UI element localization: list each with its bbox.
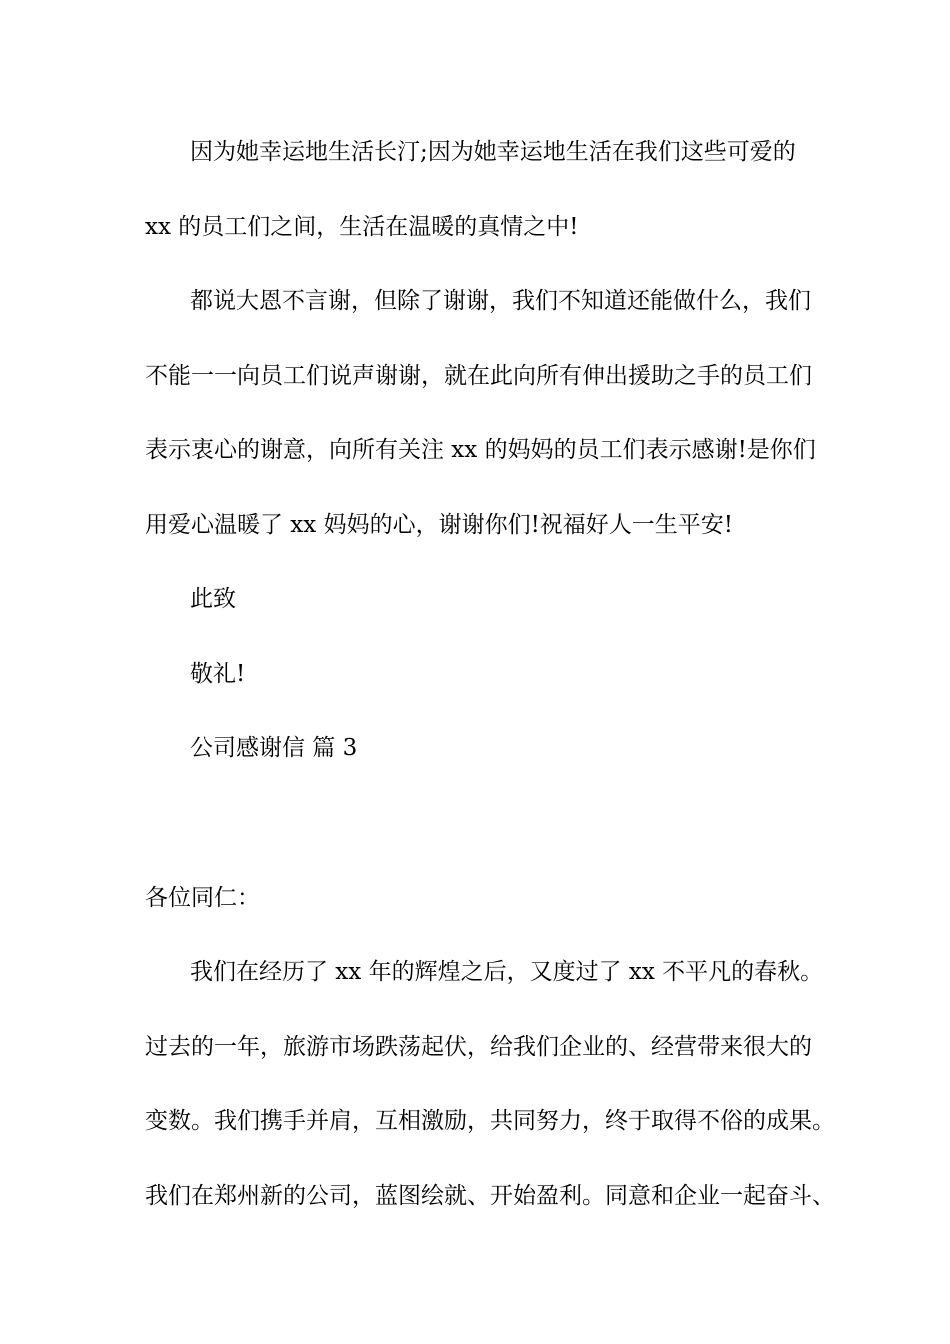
closing-line: 此致 [190,586,236,612]
paragraph-line: 不能一一向员工们说声谢谢，就在此向所有伸出援助之手的员工们 [145,363,812,389]
salutation: 各位同仁： [145,885,260,911]
paragraph-line: 过去的一年，旅游市场跌荡起伏，给我们企业的、经营带来很大的 [145,1034,812,1060]
paragraph-line: 都说大恩不言谢，但除了谢谢，我们不知道还能做什么，我们 [190,288,811,314]
section-heading: 公司感谢信 篇 3 [190,735,358,761]
paragraph-line: 我们在经历了 xx 年的辉煌之后，又度过了 xx 不平凡的春秋。 [190,959,824,985]
paragraph-line: xx 的员工们之间，生活在温暖的真情之中! [145,214,579,240]
paragraph-line: 因为她幸运地生活长汀;因为她幸运地生活在我们这些可爱的 [190,139,796,165]
paragraph-line: 用爱心温暖了 xx 妈妈的心，谢谢你们!祝福好人一生平安! [145,512,734,538]
paragraph-line: 变数。我们携手并肩，互相激励，共同努力，终于取得不俗的成果。 [145,1108,835,1134]
paragraph-line: 表示衷心的谢意，向所有关注 xx 的妈妈的员工们表示感谢!是你们 [145,437,816,463]
paragraph-line: 我们在郑州新的公司，蓝图绘就、开始盈利。同意和企业一起奋斗、 [145,1183,835,1209]
closing-line: 敬礼! [190,661,246,687]
